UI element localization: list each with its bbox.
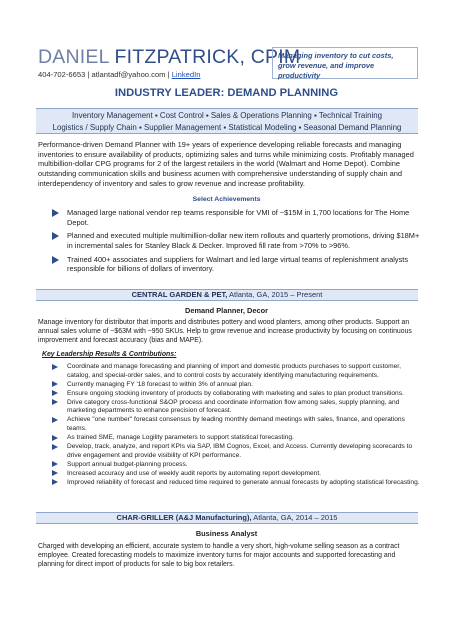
contributions-heading: Key Leadership Results & Contributions: (42, 351, 177, 358)
list-item: Currently managing FY '18 forecast to within 3% of annual plan. (52, 381, 420, 390)
name-first: DANIEL (38, 46, 109, 68)
triangle-bullet-icon (52, 399, 58, 405)
job-bar-char-griller (36, 512, 418, 524)
contact-line (38, 70, 200, 79)
skills-banner (36, 108, 418, 134)
list-item: Planned and executed multiple multimillion-dollar new item rollouts and quarterly promotions, driving $18M+ in incremental sales for Stanley Black & Decker. Improved fill rate from >70% to >96%. (52, 231, 420, 250)
triangle-bullet-icon (52, 435, 58, 441)
phone: 404-702-6653 (38, 70, 86, 79)
tagline-box: Managing inventory to cut costs, grow revenue, and improve productivity (272, 47, 418, 79)
list-item: Increased accuracy and use of weekly audit reports by automating report development. (52, 470, 420, 479)
selected-achievements-heading: Select Achievements (192, 196, 261, 203)
list-item: Managed large national vendor rep teams responsible for VMI of ~$15M in 1,700 locations for The Home Depot. (52, 208, 420, 227)
job-company: CHAR-GRILLER (A&J Manufacturing), (116, 513, 252, 522)
job-company: CENTRAL GARDEN & PET, (131, 290, 228, 299)
candidate-name (38, 46, 300, 69)
linkedin-link[interactable]: LinkedIn (171, 70, 201, 79)
triangle-bullet-icon (52, 479, 58, 485)
job-location-dates: Atlanta, GA, 2014 – 2015 (251, 513, 338, 522)
list-item: Improved reliability of forecast and reduced time required to generate annual forecasts by adopting statistical forecasting. (52, 479, 420, 488)
skills-line-1: Inventory Management ▪ Cost Control ▪ Sales & Operations Planning ▪ Technical Training (71, 111, 382, 120)
triangle-bullet-icon (52, 470, 58, 476)
achievements-list (52, 208, 420, 278)
headline: INDUSTRY LEADER: DEMAND PLANNING (114, 87, 339, 99)
job-description: Manage inventory for distributor that imports and distributes pottery and wood planters, among other products. Support an annual sales volume of ~$63M with ~950 SKUs. Help to grow revenue and increase productivity by focusing on continuous improvement and forecast accuracy (bias and MAPE). (38, 319, 412, 344)
job-title: Demand Planner, Decor (185, 306, 268, 315)
skills-line-2: Logistics / Supply Chain ▪ Supplier Management ▪ Statistical Modeling ▪ Seasonal Demand Planning (52, 123, 402, 132)
list-item: Support annual budget-planning process. (52, 461, 420, 470)
triangle-bullet-icon (52, 209, 59, 217)
list-item: Ensure ongoing stocking inventory of products by collaborating with marketing and sales to plan product transitions. (52, 390, 420, 399)
contributions-list (52, 363, 420, 488)
list-item: Drive category cross-functional S&OP process and coordinate information flow among sales, supply planning, and marketing departments to enhance precision of forecast. (52, 399, 420, 416)
list-item: Develop, track, analyze, and report KPIs via SAP, IBM Cognos, Excel, and Access. Currently developing scorecards to drive engagement and provide visibility of KPI performance. (52, 443, 420, 460)
triangle-bullet-icon (52, 256, 59, 264)
job-title: Business Analyst (195, 529, 258, 538)
list-item: Coordinate and manage forecasting and planning of import and domestic products purchases to support customer, catalog, and special-order sales, and to control costs by accurately identifying manufacturing requirements. (52, 363, 420, 380)
job-location-dates: Atlanta, GA, 2015 – Present (227, 290, 323, 299)
email: atlantadf@yahoo.com (91, 70, 166, 79)
job-description: Charged with developing an efficient, accurate system to handle a very short, high-volume selling season as a contract employee. Created forecasting models to maximize inventory turns for major accounts and supported forecasting and planning for direct import of products for sale to big box retailers. (38, 543, 400, 568)
list-item: Trained 400+ associates and suppliers for Walmart and led large virtual teams of replenishment analysts responsible for billions of dollars of inventory. (52, 255, 420, 274)
triangle-bullet-icon (52, 417, 58, 423)
separator: | (165, 70, 172, 79)
triangle-bullet-icon (52, 461, 58, 467)
triangle-bullet-icon (52, 381, 58, 387)
triangle-bullet-icon (52, 390, 58, 396)
triangle-bullet-icon (52, 232, 59, 240)
triangle-bullet-icon (52, 444, 58, 450)
list-item: As trained SME, manage Logility parameters to support statistical forecasting. (52, 434, 420, 443)
triangle-bullet-icon (52, 364, 58, 370)
job-bar-central-garden (36, 289, 418, 301)
name-rest: FITZPATRICK, CPIM (108, 46, 301, 68)
list-item: Achieve "one number" forecast consensus by leading monthly demand meetings with sales, finance, and operations teams. (52, 416, 420, 433)
separator: | (85, 70, 92, 79)
summary-paragraph: Performance-driven Demand Planner with 19+ years of experience developing reliable forecasts and managing inventories to ensure availability of products, optimizing sales and turns while minimizing costs. Profitably managed multibillion-dollar CPG programs for 2 of the largest retailers in the world (Walmart and Home Depot). Combine outstanding communication skills and business acumen with comprehensive understanding of supply chain and interdependency of inventory and sales to grow revenue and increase profitability. (38, 140, 414, 188)
